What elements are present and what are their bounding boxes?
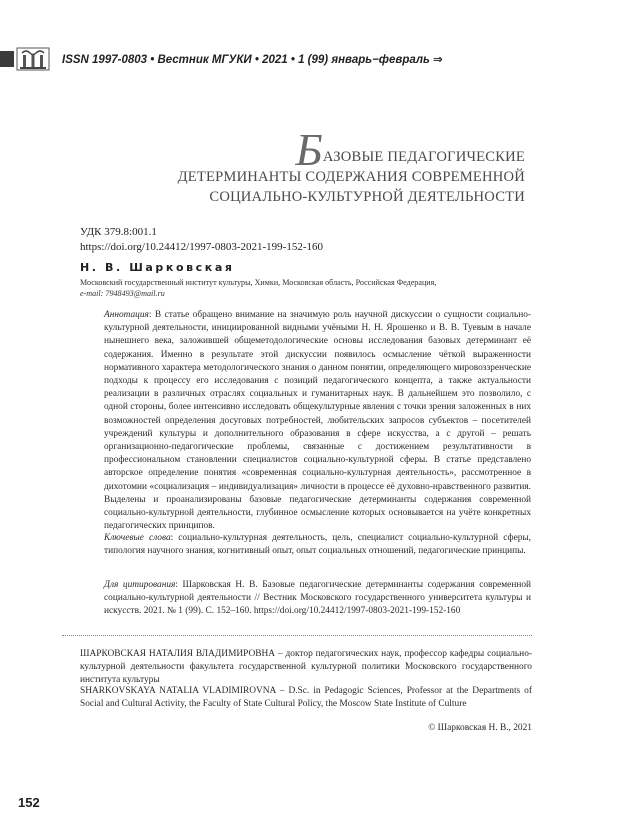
title-line-1: БАЗОВЫЕ ПЕДАГОГИЧЕСКИЕ (295, 124, 525, 175)
section-divider (62, 635, 532, 636)
author-bio-ru: ШАРКОВСКАЯ НАТАЛИЯ ВЛАДИМИРОВНА – доктор педагогических наук, профессор кафедры социально-культурной деятельности факультета государственной культурной политики Московского государственного института культуры (80, 649, 532, 686)
title-dropcap: Б (295, 124, 323, 175)
page-number: 152 (18, 795, 40, 810)
citation (104, 579, 531, 619)
running-header (0, 46, 617, 72)
author-email[interactable]: e-mail: 7948493@mail.ru (80, 289, 165, 298)
affiliation-text: Московский государственный институт культуры, Химки, Московская область, Российская Федерация, (80, 278, 437, 287)
abstract-text: : В статье обращено внимание на значимую роль научной дискуссии о сущности социально-культурной деятельности, инициированной видными учёными Н. Н. Ярошенко и В. В. Туевым в начале нынешнего века, заложившей общеметодологические основы исследования базовых детерминант её содержания. Именно в результате этой дискуссии появилось осмысление чёткой выраженности нормативного характера методологического знания о данном понятии, определяющего мировоззренческие подходы к процессу его исследования с позиций педагогического концепта, а также актуальности реализации в различных отраслях социальных и гуманитарных наук. В дальнейшем это позволило, с одной стороны, более интенсивно исследовать общекультурные явления с точки зрения заложенных в них возможностей определения досуговых потребностей, любительских запросов субъектов – посетителей учреждений культуры и дополнительного образования в сфере искусства, а с другой – решать организационно-педагогические проблемы, связанные с достижением результативности в профессиональном становлении специалистов социально-культурной сферы. В статье представлено авторское определение понятия «современная социально-культурная деятельность», рассмотренное в дихотомии «социализация – индивидуализация» личности в процессе её духовно-нравственного развития. Выделены и проанализированы базовые педагогические детерминанты содержания современной социально-культурной деятельности, глубинное осмысление которых основывается на учёте конкретных педагогических принципов. (104, 310, 531, 532)
abstract-label: Аннотация (104, 310, 149, 320)
citation-text: : Шарковская Н. В. Базовые педагогические детерминанты содержания современной социально-культурной деятельности // Вестник Московского государственного университета культуры и искусств. 2021. № 1 (99). С. 152–160. https://doi.org/10.24412/1997-0803-2021-199-152-160 (104, 580, 531, 617)
doi-link[interactable]: https://doi.org/10.24412/1997-0803-2021-199-152-160 (80, 241, 324, 253)
journal-logo-icon (14, 46, 52, 72)
title-line-3: СОЦИАЛЬНО-КУЛЬТУРНОЙ ДЕЯТЕЛЬНОСТИ (209, 189, 525, 205)
keywords-text: : социально-культурная деятельность, цель, специалист социально-культурной сферы, типология научного знания, когнитивный опыт, опыт социальных отношений, педагогические принципы. (104, 533, 532, 557)
author-name: Н. В. Шарковская (80, 261, 235, 274)
keywords-label: Ключевые слова (104, 533, 171, 543)
citation-label: Для цитирования (104, 580, 176, 590)
keywords (104, 532, 531, 558)
author-affiliation (80, 277, 530, 299)
copyright: © Шарковская Н. В., 2021 (428, 723, 532, 733)
abstract (104, 309, 531, 533)
udk-code: УДК 379.8:001.1 (80, 226, 157, 238)
article-title (120, 124, 525, 207)
title-line-2: ДЕТЕРМИНАНТЫ СОДЕРЖАНИЯ СОВРЕМЕННОЙ (177, 169, 525, 185)
journal-line: ISSN 1997-0803 • Вестник МГУКИ • 2021 • 1 (99) январь−февраль ⇒ (62, 54, 443, 66)
author-bio-en: SHARKOVSKAYA NATALIA VLADIMIROVNA – D.Sc. in Pedagogic Sciences, Professor at the Departments of Social and Cultural Activity, the Faculty of State Cultural Policy, the Moscow State Institute of Culture (80, 686, 532, 710)
